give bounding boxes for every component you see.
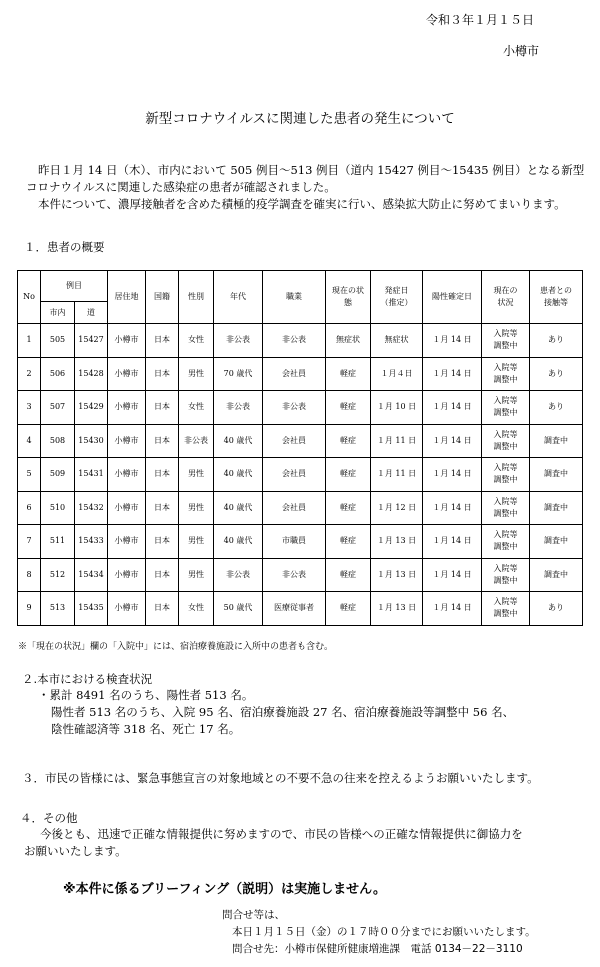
header-onset-line1: 発症日: [384, 286, 409, 295]
cell-nationality: 日本: [146, 357, 179, 391]
cell-confirmed: １月 14 日: [423, 391, 482, 425]
cell-no: 7: [18, 525, 41, 559]
cell-onset: １月４日: [371, 357, 423, 391]
table-row: [18, 324, 583, 358]
cell-status: [482, 424, 530, 458]
header-nationality: 国籍: [146, 271, 179, 324]
cell-sex: 男性: [179, 491, 214, 525]
cell-residence: 小樽市: [108, 391, 146, 425]
cell-condition: 軽症: [326, 491, 371, 525]
cell-status-line: 入院等: [493, 597, 518, 607]
cell-age: 70 歳代: [214, 357, 263, 391]
cell-onset: １月 11 日: [371, 424, 423, 458]
header-confirmed: 陽性確定日: [423, 271, 482, 324]
cell-nationality: 日本: [146, 558, 179, 592]
header-no: No: [18, 271, 41, 324]
cell-occupation: 非公表: [263, 324, 326, 358]
cell-status-line: 入院等: [493, 396, 518, 406]
header-case: 例目: [41, 271, 108, 302]
section3-heading: ３．市民の皆様には、緊急事態宣言の対象地域との不要不急の往来を控えるようお願いいたします。: [22, 771, 539, 785]
header-onset: [371, 271, 423, 324]
cell-onset: １月 12 日: [371, 491, 423, 525]
cell-confirmed: １月 14 日: [423, 424, 482, 458]
cell-status: [482, 491, 530, 525]
cell-contact: あり: [530, 391, 583, 425]
cell-condition: 軽症: [326, 391, 371, 425]
cell-no: 2: [18, 357, 41, 391]
cell-confirmed: １月 14 日: [423, 357, 482, 391]
cell-status-line: 入院等: [493, 463, 518, 473]
section4-line: 今後とも、迅速で正確な情報提供に努めますので、市民の皆様への正確な情報提供に御協力を: [40, 827, 523, 841]
cell-city: 506: [41, 357, 75, 391]
cell-nationality: 日本: [146, 424, 179, 458]
section4-body: [24, 826, 523, 860]
cell-no: 6: [18, 491, 41, 525]
cell-confirmed: １月 14 日: [423, 525, 482, 559]
header-residence: 居住地: [108, 271, 146, 324]
cell-city: 510: [41, 491, 75, 525]
cell-city: 512: [41, 558, 75, 592]
cell-confirmed: １月 14 日: [423, 324, 482, 358]
table-row: [18, 592, 583, 626]
section2-line: ・累計 8491 名のうち、陽性者 513 名。: [38, 688, 254, 702]
header-age: 年代: [214, 271, 263, 324]
cell-occupation: 非公表: [263, 391, 326, 425]
cell-age: 40 歳代: [214, 424, 263, 458]
cell-status: [482, 525, 530, 559]
cell-contact: 調査中: [530, 558, 583, 592]
cell-residence: 小樽市: [108, 424, 146, 458]
cell-occupation: 会社員: [263, 424, 326, 458]
header-contact-line2: 接触等: [544, 298, 568, 307]
issuer-name: 小樽市: [503, 44, 540, 58]
cell-condition: 軽症: [326, 558, 371, 592]
cell-pref: 15431: [75, 458, 108, 492]
cell-status-line: 入院等: [493, 496, 518, 506]
cell-residence: 小樽市: [108, 458, 146, 492]
cell-status-line: 入院等: [493, 429, 518, 439]
cell-onset: １月 13 日: [371, 558, 423, 592]
header-condition-line1: 現在の状: [332, 286, 364, 295]
cell-city: 508: [41, 424, 75, 458]
cell-onset: １月 13 日: [371, 592, 423, 626]
table-row: [18, 424, 583, 458]
cell-contact: あり: [530, 357, 583, 391]
cell-status-line: 調整中: [493, 609, 518, 619]
cell-occupation: 市職員: [263, 525, 326, 559]
cell-no: 5: [18, 458, 41, 492]
cell-nationality: 日本: [146, 324, 179, 358]
cell-residence: 小樽市: [108, 525, 146, 559]
cell-residence: 小樽市: [108, 324, 146, 358]
cell-status-line: 入院等: [493, 329, 518, 339]
header-status: [482, 271, 530, 324]
cell-occupation: 非公表: [263, 558, 326, 592]
header-contact: [530, 271, 583, 324]
header-contact-line1: 患者との: [540, 286, 572, 295]
cell-contact: 調査中: [530, 491, 583, 525]
cell-status: [482, 391, 530, 425]
cell-status-line: 入院等: [493, 563, 518, 573]
cell-occupation: 会社員: [263, 458, 326, 492]
patients-table-body: [18, 324, 583, 626]
inquiry-deadline: 本日１月１５日（金）の１７時００分までにお願いいたします。: [232, 926, 536, 938]
section2-heading: ２.本市における検査状況: [22, 672, 153, 686]
cell-contact: あり: [530, 592, 583, 626]
cell-onset: 無症状: [371, 324, 423, 358]
table-row: [18, 458, 583, 492]
cell-sex: 女性: [179, 391, 214, 425]
cell-confirmed: １月 14 日: [423, 558, 482, 592]
table-row: [18, 525, 583, 559]
cell-contact: 調査中: [530, 424, 583, 458]
intro-line: コロナウイルスに関連した感染症の患者が確認されました。: [26, 180, 336, 194]
cell-city: 511: [41, 525, 75, 559]
cell-sex: 女性: [179, 324, 214, 358]
cell-no: 1: [18, 324, 41, 358]
cell-condition: 無症状: [326, 324, 371, 358]
cell-pref: 15428: [75, 357, 108, 391]
cell-age: 非公表: [214, 391, 263, 425]
cell-residence: 小樽市: [108, 357, 146, 391]
cell-status-line: 調整中: [493, 374, 518, 384]
cell-city: 505: [41, 324, 75, 358]
cell-age: 40 歳代: [214, 458, 263, 492]
cell-sex: 男性: [179, 525, 214, 559]
inquiry-contact: 問合せ先：小樽市保健所健康増進課 電話 0134－22－3110: [232, 943, 523, 955]
cell-no: 3: [18, 391, 41, 425]
table-row: [18, 491, 583, 525]
cell-onset: １月 11 日: [371, 458, 423, 492]
cell-confirmed: １月 14 日: [423, 458, 482, 492]
cell-age: 40 歳代: [214, 525, 263, 559]
table-row: [18, 391, 583, 425]
header-occupation: 職業: [263, 271, 326, 324]
cell-status: [482, 357, 530, 391]
cell-no: 4: [18, 424, 41, 458]
cell-status-line: 調整中: [493, 408, 518, 418]
header-status-line1: 現在の: [493, 286, 518, 295]
cell-status-line: 調整中: [493, 508, 518, 518]
cell-status-line: 調整中: [493, 441, 518, 451]
cell-sex: 男性: [179, 357, 214, 391]
cell-pref: 15435: [75, 592, 108, 626]
intro-line: 昨日１月 14 日（木）、市内において 505 例目～513 例目（道内 15427 例目～15435 例目）となる新型: [38, 163, 585, 177]
cell-contact: 調査中: [530, 458, 583, 492]
cell-status-line: 調整中: [493, 542, 518, 552]
section2-line: 陰性確認済等 318 名、死亡 17 名。: [51, 722, 241, 736]
cell-city: 507: [41, 391, 75, 425]
cell-city: 509: [41, 458, 75, 492]
cell-status: [482, 324, 530, 358]
inquiry-label: 問合せ等は、: [222, 909, 285, 921]
cell-sex: 男性: [179, 458, 214, 492]
cell-confirmed: １月 14 日: [423, 491, 482, 525]
cell-pref: 15433: [75, 525, 108, 559]
header-sex: 性別: [179, 271, 214, 324]
header-condition-line2: 態: [344, 298, 352, 307]
header-condition: [326, 271, 371, 324]
section2-body: [38, 687, 514, 738]
section2-line: 陽性者 513 名のうち、入院 95 名、宿泊療養施設 27 名、宿泊療養施設等調整中 56 名、: [51, 705, 515, 719]
cell-no: 8: [18, 558, 41, 592]
table-row: [18, 558, 583, 592]
cell-nationality: 日本: [146, 525, 179, 559]
cell-status: [482, 458, 530, 492]
cell-status-line: 調整中: [493, 475, 518, 485]
cell-no: 9: [18, 592, 41, 626]
cell-condition: 軽症: [326, 592, 371, 626]
cell-status-line: 調整中: [493, 575, 518, 585]
cell-condition: 軽症: [326, 357, 371, 391]
cell-age: 40 歳代: [214, 491, 263, 525]
section4-heading: ４．その他: [20, 811, 78, 825]
issue-date: 令和３年１月１５日: [426, 13, 535, 27]
cell-contact: 調査中: [530, 525, 583, 559]
cell-age: 50 歳代: [214, 592, 263, 626]
cell-status-line: 入院等: [493, 530, 518, 540]
cell-occupation: 医療従事者: [263, 592, 326, 626]
header-case-city: 市内: [41, 302, 75, 324]
cell-condition: 軽症: [326, 458, 371, 492]
section4-line: お願いいたします。: [24, 844, 127, 858]
table-row: [18, 357, 583, 391]
cell-nationality: 日本: [146, 491, 179, 525]
table-note: ※「現在の状況」欄の「入院中」には、宿泊療養施設に入所中の患者も含む。: [18, 642, 334, 652]
cell-confirmed: １月 14 日: [423, 592, 482, 626]
cell-onset: １月 13 日: [371, 525, 423, 559]
cell-age: 非公表: [214, 558, 263, 592]
cell-sex: 男性: [179, 558, 214, 592]
cell-residence: 小樽市: [108, 491, 146, 525]
cell-nationality: 日本: [146, 391, 179, 425]
section1-heading: １．患者の概要: [24, 240, 105, 254]
patients-table: [17, 270, 583, 626]
cell-pref: 15430: [75, 424, 108, 458]
cell-status-line: 調整中: [493, 341, 518, 351]
cell-sex: 女性: [179, 592, 214, 626]
cell-residence: 小樽市: [108, 558, 146, 592]
cell-nationality: 日本: [146, 458, 179, 492]
cell-occupation: 会社員: [263, 491, 326, 525]
intro-paragraph: [26, 162, 584, 213]
cell-pref: 15427: [75, 324, 108, 358]
header-case-pref: 道: [75, 302, 108, 324]
cell-pref: 15429: [75, 391, 108, 425]
cell-pref: 15432: [75, 491, 108, 525]
cell-occupation: 会社員: [263, 357, 326, 391]
cell-status: [482, 558, 530, 592]
cell-pref: 15434: [75, 558, 108, 592]
intro-line: 本件について、濃厚接触者を含めた積極的疫学調査を確実に行い、感染拡大防止に努めてまいります。: [38, 197, 566, 211]
cell-sex: 非公表: [179, 424, 214, 458]
cell-city: 513: [41, 592, 75, 626]
header-onset-line2: （推定）: [380, 298, 413, 307]
cell-status-line: 入院等: [493, 362, 518, 372]
cell-residence: 小樽市: [108, 592, 146, 626]
cell-condition: 軽症: [326, 424, 371, 458]
cell-nationality: 日本: [146, 592, 179, 626]
header-status-line2: 状況: [497, 298, 514, 307]
cell-condition: 軽症: [326, 525, 371, 559]
briefing-notice: ※本件に係るブリーフィング（説明）は実施しません。: [63, 882, 386, 897]
document-title: 新型コロナウイルスに関連した患者の発生について: [145, 111, 455, 127]
cell-contact: あり: [530, 324, 583, 358]
cell-status: [482, 592, 530, 626]
cell-onset: １月 10 日: [371, 391, 423, 425]
cell-age: 非公表: [214, 324, 263, 358]
